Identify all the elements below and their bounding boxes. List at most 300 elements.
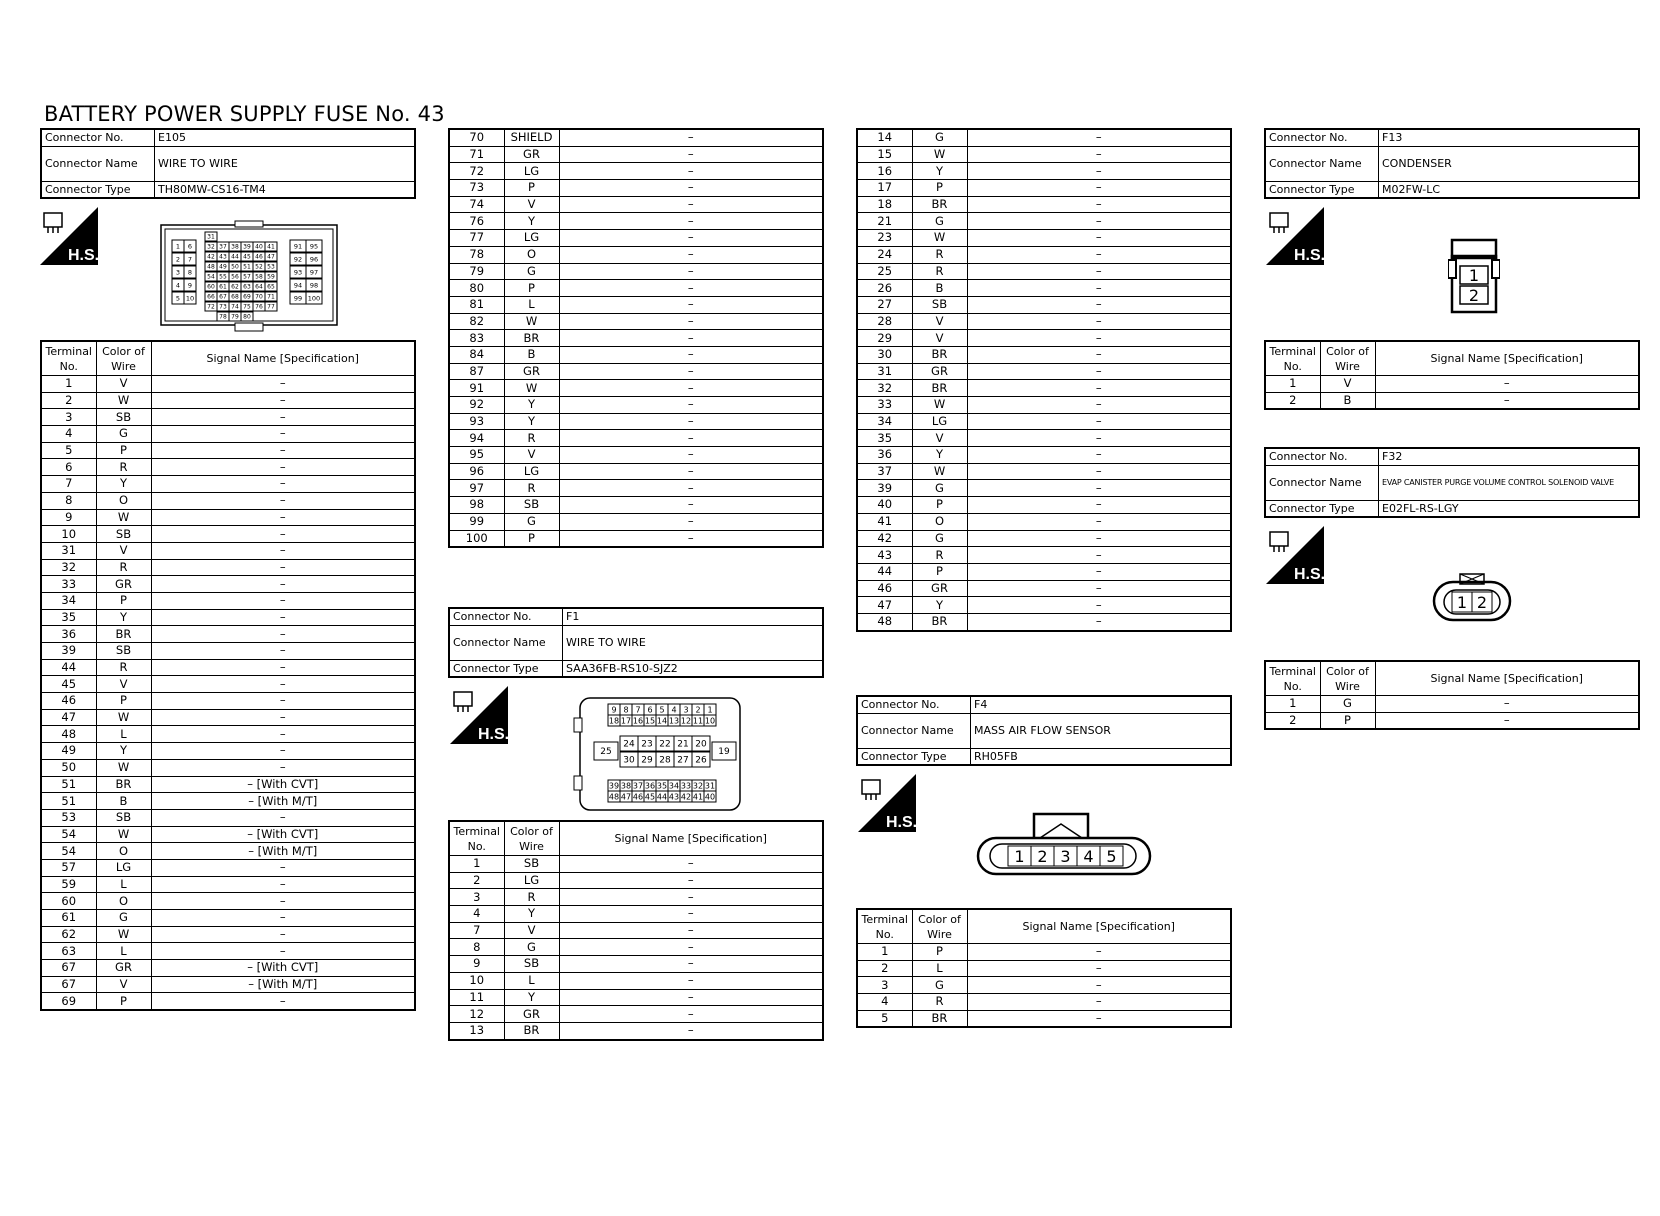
signal-name-cell: – xyxy=(967,447,1231,464)
terminal-number: 10 xyxy=(185,294,195,303)
terminal-number: 6 xyxy=(647,705,653,715)
signal-name-cell: – xyxy=(967,430,1231,447)
terminal-no-cell: 10 xyxy=(41,526,96,543)
table-row xyxy=(857,497,1231,514)
table-row xyxy=(449,129,823,146)
signal-name-cell: – xyxy=(1375,696,1639,713)
terminal-number: 97 xyxy=(309,268,319,277)
wire-color-cell: G xyxy=(504,513,559,530)
table-row xyxy=(41,459,415,476)
signal-name-cell: – xyxy=(151,526,415,543)
table-row xyxy=(41,526,415,543)
table-row xyxy=(857,944,1231,961)
signal-name-cell: – xyxy=(151,542,415,559)
terminal-number: 21 xyxy=(677,739,689,750)
pin-table-f1-continued xyxy=(856,128,1232,632)
table-row xyxy=(857,363,1231,380)
wire-color-cell: SB xyxy=(504,956,559,973)
signal-name-cell: – xyxy=(967,547,1231,564)
connector-name-label: Connector Name xyxy=(1265,465,1379,500)
terminal-no-cell: 54 xyxy=(41,843,96,860)
signal-name-cell: – xyxy=(967,1010,1231,1027)
table-row xyxy=(41,943,415,960)
connector-no-label: Connector No. xyxy=(1265,129,1379,146)
terminal-no-cell: 3 xyxy=(857,977,912,994)
wire-color-cell: BR xyxy=(504,1022,559,1039)
signal-name-header: Signal Name [Specification] xyxy=(151,341,415,376)
terminal-number: 5 xyxy=(175,294,181,303)
wire-color-cell: P xyxy=(912,497,967,514)
wire-color-cell: R xyxy=(96,459,151,476)
table-row xyxy=(857,563,1231,580)
terminal-no-cell: 1 xyxy=(449,856,504,873)
wire-color-cell: R xyxy=(96,659,151,676)
terminal-number: 2 xyxy=(695,705,701,715)
terminal-no-cell: 2 xyxy=(41,392,96,409)
wire-color-cell: G xyxy=(912,213,967,230)
table-row xyxy=(449,296,823,313)
table-row xyxy=(41,709,415,726)
terminal-number: 31 xyxy=(704,781,716,791)
wire-color-cell: G xyxy=(912,129,967,146)
signal-name-cell: – xyxy=(151,626,415,643)
signal-name-cell: – xyxy=(967,597,1231,614)
terminal-no-cell: 1 xyxy=(857,944,912,961)
wire-color-cell: BR xyxy=(912,346,967,363)
wire-color-cell: B xyxy=(504,346,559,363)
wire-color-cell: O xyxy=(912,513,967,530)
terminal-no-cell: 84 xyxy=(449,346,504,363)
table-row xyxy=(41,643,415,660)
terminal-number: 79 xyxy=(231,313,239,321)
signal-name-cell: – xyxy=(967,994,1231,1011)
table-row xyxy=(41,809,415,826)
table-row xyxy=(41,676,415,693)
terminal-number: 64 xyxy=(255,283,263,291)
signal-name-cell: – xyxy=(967,180,1231,197)
wire-color-cell: BR xyxy=(912,196,967,213)
wire-color-cell: P xyxy=(912,944,967,961)
terminal-number: 80 xyxy=(243,313,251,321)
wire-color-cell: V xyxy=(96,376,151,393)
signal-name-cell: – xyxy=(559,530,823,547)
signal-name-cell: – xyxy=(559,497,823,514)
table-row xyxy=(857,330,1231,347)
terminal-no-cell: 77 xyxy=(449,230,504,247)
terminal-number: 31 xyxy=(207,233,215,241)
terminal-number: 38 xyxy=(231,243,239,251)
terminal-no-cell: 98 xyxy=(449,497,504,514)
wire-color-cell: LG xyxy=(504,163,559,180)
wire-color-cell: V xyxy=(504,447,559,464)
connector-no-label: Connector No. xyxy=(449,608,563,625)
table-row xyxy=(449,363,823,380)
terminal-no-cell: 7 xyxy=(41,476,96,493)
signal-name-cell: – xyxy=(967,563,1231,580)
terminal-no-cell: 21 xyxy=(857,213,912,230)
signal-name-cell: – xyxy=(151,592,415,609)
terminal-number: 25 xyxy=(600,747,612,758)
terminal-number: 45 xyxy=(243,253,251,261)
terminal-no-cell: 31 xyxy=(857,363,912,380)
terminal-number: 70 xyxy=(255,293,263,301)
hs-label: H.S. xyxy=(68,247,98,264)
terminal-number: 1 xyxy=(1468,266,1480,285)
signal-name-cell: – xyxy=(559,956,823,973)
terminal-no-cell: 15 xyxy=(857,146,912,163)
connector-type-label: Connector Type xyxy=(857,748,971,765)
terminal-no-cell: 91 xyxy=(449,380,504,397)
terminal-number: 9 xyxy=(611,705,617,715)
signal-name-cell: – xyxy=(151,759,415,776)
wire-color-cell: G xyxy=(504,939,559,956)
terminal-number: 37 xyxy=(632,781,644,791)
terminal-no-cell: 14 xyxy=(857,129,912,146)
connector-name-value: MASS AIR FLOW SENSOR xyxy=(971,713,1232,748)
table-row xyxy=(449,906,823,923)
table-row xyxy=(449,430,823,447)
table-row xyxy=(449,380,823,397)
connector-face-f13 xyxy=(1448,238,1500,318)
terminal-no-cell: 74 xyxy=(449,196,504,213)
signal-name-cell: – xyxy=(151,442,415,459)
connector-name-value: CONDENSER xyxy=(1379,146,1640,181)
table-row xyxy=(857,413,1231,430)
terminal-number: 68 xyxy=(231,293,239,301)
connector-type-value: RH05FB xyxy=(971,748,1232,765)
wire-color-cell: P xyxy=(912,180,967,197)
terminal-no-cell: 50 xyxy=(41,759,96,776)
table-row xyxy=(857,230,1231,247)
signal-name-cell: – xyxy=(151,576,415,593)
page-title: BATTERY POWER SUPPLY FUSE No. 43 xyxy=(44,102,445,126)
terminal-no-cell: 48 xyxy=(41,726,96,743)
table-row xyxy=(41,476,415,493)
terminal-no-cell: 10 xyxy=(449,972,504,989)
terminal-no-cell: 39 xyxy=(41,643,96,660)
table-row xyxy=(449,180,823,197)
signal-name-cell: – xyxy=(967,380,1231,397)
wire-color-cell: V xyxy=(912,330,967,347)
wire-color-cell: W xyxy=(96,509,151,526)
color-of-wire-header: Color of Wire xyxy=(96,341,151,376)
signal-name-header: Signal Name [Specification] xyxy=(967,909,1231,944)
signal-name-cell: – xyxy=(559,889,823,906)
terminal-number: 71 xyxy=(267,293,275,301)
terminal-no-cell: 2 xyxy=(1265,392,1320,409)
terminal-number: 67 xyxy=(219,293,227,301)
connector-info-e105 xyxy=(40,128,416,199)
terminal-no-cell: 96 xyxy=(449,463,504,480)
terminal-number: 58 xyxy=(255,273,263,281)
pin-table-f13 xyxy=(1264,340,1640,410)
signal-name-cell: – xyxy=(559,397,823,414)
wire-color-cell: P xyxy=(96,592,151,609)
signal-name-cell: – xyxy=(559,230,823,247)
terminal-number: 4 xyxy=(671,705,677,715)
terminal-number: 1 xyxy=(1456,592,1468,612)
color-of-wire-header: Color of Wire xyxy=(1320,661,1375,696)
table-row xyxy=(857,580,1231,597)
table-row xyxy=(449,263,823,280)
wire-color-cell: V xyxy=(912,313,967,330)
terminal-number: 39 xyxy=(243,243,251,251)
terminal-number: 34 xyxy=(668,781,680,791)
signal-name-cell: – xyxy=(151,709,415,726)
terminal-number: 47 xyxy=(267,253,275,261)
wire-color-cell: G xyxy=(504,263,559,280)
table-row xyxy=(857,513,1231,530)
terminal-number: 99 xyxy=(293,294,303,303)
wire-color-cell: Y xyxy=(504,213,559,230)
table-row xyxy=(857,246,1231,263)
color-of-wire-header: Color of Wire xyxy=(912,909,967,944)
terminal-number: 73 xyxy=(219,303,227,311)
wire-color-cell: BR xyxy=(96,776,151,793)
connector-type-value: E02FL-RS-LGY xyxy=(1379,500,1640,517)
table-row xyxy=(449,196,823,213)
signal-name-cell: – xyxy=(967,480,1231,497)
connector-name-label: Connector Name xyxy=(449,625,563,660)
table-row xyxy=(41,826,415,843)
table-row xyxy=(1265,376,1639,393)
table-row xyxy=(449,856,823,873)
signal-name-cell: – xyxy=(1375,712,1639,729)
signal-name-cell: – xyxy=(967,246,1231,263)
signal-name-cell: – [With M/T] xyxy=(151,843,415,860)
table-row xyxy=(449,146,823,163)
table-row xyxy=(857,163,1231,180)
signal-name-cell: – xyxy=(967,580,1231,597)
table-row xyxy=(41,910,415,927)
table-row xyxy=(449,330,823,347)
pin-table-f4 xyxy=(856,908,1232,1028)
wire-color-cell: V xyxy=(96,542,151,559)
terminal-number: 8 xyxy=(623,705,629,715)
terminal-number: 55 xyxy=(219,273,227,281)
terminal-number: 94 xyxy=(293,281,303,290)
wire-color-cell: SB xyxy=(96,409,151,426)
harness-side-icon xyxy=(858,774,916,836)
signal-name-cell: – xyxy=(151,659,415,676)
wire-color-cell: GR xyxy=(504,146,559,163)
table-row xyxy=(41,759,415,776)
table-row xyxy=(857,397,1231,414)
terminal-number: 52 xyxy=(255,263,263,271)
wire-color-cell: O xyxy=(96,843,151,860)
terminal-number: 65 xyxy=(267,283,275,291)
color-of-wire-header: Color of Wire xyxy=(504,821,559,856)
pin-table-f32 xyxy=(1264,660,1640,730)
table-row xyxy=(41,576,415,593)
wire-color-cell: L xyxy=(96,876,151,893)
signal-name-cell: – xyxy=(967,363,1231,380)
terminal-no-cell: 41 xyxy=(857,513,912,530)
signal-name-cell: – [With M/T] xyxy=(151,793,415,810)
table-row xyxy=(449,889,823,906)
harness-side-icon xyxy=(40,207,98,269)
signal-name-header: Signal Name [Specification] xyxy=(1375,341,1639,376)
terminal-no-cell: 100 xyxy=(449,530,504,547)
terminal-number: 4 xyxy=(1083,846,1094,866)
signal-name-cell: – xyxy=(967,413,1231,430)
table-row xyxy=(449,397,823,414)
terminal-no-cell: 34 xyxy=(857,413,912,430)
connector-no-label: Connector No. xyxy=(41,129,155,146)
terminal-no-cell: 69 xyxy=(41,993,96,1010)
terminal-no-cell: 97 xyxy=(449,480,504,497)
signal-name-cell: – xyxy=(151,943,415,960)
signal-name-cell: – xyxy=(559,296,823,313)
terminal-no-cell: 54 xyxy=(41,826,96,843)
terminal-number: 3 xyxy=(683,705,689,715)
terminal-no-cell: 67 xyxy=(41,976,96,993)
terminal-no-cell: 35 xyxy=(857,430,912,447)
terminal-no-cell: 26 xyxy=(857,280,912,297)
table-row xyxy=(41,693,415,710)
signal-name-cell: – xyxy=(967,313,1231,330)
table-row xyxy=(1265,392,1639,409)
terminal-number: 92 xyxy=(293,255,303,264)
terminal-number: 77 xyxy=(267,303,275,311)
table-row xyxy=(41,926,415,943)
terminal-no-cell: 4 xyxy=(857,994,912,1011)
signal-name-header: Signal Name [Specification] xyxy=(559,821,823,856)
wire-color-cell: W xyxy=(96,392,151,409)
signal-name-cell: – xyxy=(559,180,823,197)
table-row xyxy=(449,280,823,297)
terminal-no-cell: 49 xyxy=(41,743,96,760)
table-row xyxy=(449,872,823,889)
terminal-number: 56 xyxy=(231,273,239,281)
wire-color-cell: LG xyxy=(96,859,151,876)
terminal-number: 23 xyxy=(641,739,653,750)
signal-name-cell: – xyxy=(559,922,823,939)
table-row xyxy=(449,1006,823,1023)
terminal-number: 93 xyxy=(293,268,303,277)
signal-name-cell: – xyxy=(151,509,415,526)
color-of-wire-header: Color of Wire xyxy=(1320,341,1375,376)
terminal-number: 1 xyxy=(175,242,181,251)
wire-color-cell: GR xyxy=(504,363,559,380)
terminal-number: 41 xyxy=(267,243,275,251)
wire-color-cell: W xyxy=(912,397,967,414)
terminal-number: 100 xyxy=(307,294,321,303)
signal-name-cell: – [With CVT] xyxy=(151,960,415,977)
table-row xyxy=(449,513,823,530)
signal-name-cell: – xyxy=(151,409,415,426)
terminal-no-cell: 33 xyxy=(41,576,96,593)
signal-name-cell: – xyxy=(151,609,415,626)
terminal-no-cell: 1 xyxy=(1265,376,1320,393)
terminal-number: 4 xyxy=(175,281,181,290)
terminal-number: 30 xyxy=(623,755,635,766)
terminal-number: 44 xyxy=(656,792,668,802)
wire-color-cell: GR xyxy=(96,576,151,593)
terminal-number: 27 xyxy=(677,755,689,766)
harness-side-icon xyxy=(1266,207,1324,269)
terminal-no-cell: 79 xyxy=(449,263,504,280)
wire-color-cell: P xyxy=(1320,712,1375,729)
wire-color-cell: B xyxy=(1320,392,1375,409)
terminal-number: 96 xyxy=(309,255,319,264)
harness-side-icon xyxy=(1266,526,1324,588)
wire-color-cell: LG xyxy=(504,463,559,480)
connector-type-label: Connector Type xyxy=(1265,181,1379,198)
terminal-number: 11 xyxy=(692,716,704,726)
terminal-number: 14 xyxy=(656,716,668,726)
signal-name-cell: – xyxy=(967,330,1231,347)
table-row xyxy=(449,1022,823,1039)
signal-name-header: Signal Name [Specification] xyxy=(1375,661,1639,696)
terminal-no-cell: 46 xyxy=(857,580,912,597)
terminal-number: 44 xyxy=(231,253,239,261)
table-row xyxy=(857,313,1231,330)
signal-name-cell: – xyxy=(151,726,415,743)
table-row xyxy=(1265,696,1639,713)
terminal-number: 63 xyxy=(243,283,251,291)
terminal-no-header: Terminal No. xyxy=(1265,341,1320,376)
terminal-no-cell: 3 xyxy=(41,409,96,426)
wire-color-cell: W xyxy=(504,313,559,330)
wire-color-cell: BR xyxy=(912,613,967,630)
terminal-no-cell: 62 xyxy=(41,926,96,943)
terminal-number: 75 xyxy=(243,303,251,311)
terminal-number: 6 xyxy=(187,242,193,251)
signal-name-cell: – xyxy=(559,196,823,213)
wire-color-cell: G xyxy=(96,910,151,927)
table-row xyxy=(857,180,1231,197)
terminal-number: 7 xyxy=(635,705,641,715)
wire-color-cell: W xyxy=(96,826,151,843)
signal-name-cell: – xyxy=(559,856,823,873)
table-row xyxy=(41,976,415,993)
wire-color-cell: L xyxy=(504,296,559,313)
terminal-number: 10 xyxy=(704,716,716,726)
wire-color-cell: P xyxy=(96,442,151,459)
connector-no-value: F13 xyxy=(1379,129,1640,146)
wire-color-cell: L xyxy=(504,972,559,989)
signal-name-cell: – xyxy=(559,939,823,956)
table-row xyxy=(41,609,415,626)
signal-name-cell: – xyxy=(559,480,823,497)
terminal-no-cell: 1 xyxy=(1265,696,1320,713)
terminal-number: 37 xyxy=(219,243,227,251)
terminal-no-cell: 5 xyxy=(41,442,96,459)
connector-no-value: E105 xyxy=(155,129,416,146)
terminal-no-cell: 61 xyxy=(41,910,96,927)
table-row xyxy=(449,922,823,939)
table-row xyxy=(41,893,415,910)
wire-color-cell: Y xyxy=(504,906,559,923)
table-row xyxy=(41,376,415,393)
terminal-no-cell: 57 xyxy=(41,859,96,876)
table-row xyxy=(41,492,415,509)
wire-color-cell: R xyxy=(912,246,967,263)
terminal-no-cell: 47 xyxy=(41,709,96,726)
wire-color-cell: L xyxy=(912,960,967,977)
signal-name-cell: – xyxy=(151,643,415,660)
wire-color-cell: P xyxy=(96,993,151,1010)
signal-name-cell: – xyxy=(967,296,1231,313)
signal-name-cell: – xyxy=(967,263,1231,280)
terminal-no-cell: 78 xyxy=(449,246,504,263)
terminal-no-cell: 36 xyxy=(41,626,96,643)
table-row xyxy=(449,163,823,180)
wire-color-cell: SHIELD xyxy=(504,129,559,146)
hs-label: H.S. xyxy=(1294,247,1324,264)
terminal-no-cell: 59 xyxy=(41,876,96,893)
